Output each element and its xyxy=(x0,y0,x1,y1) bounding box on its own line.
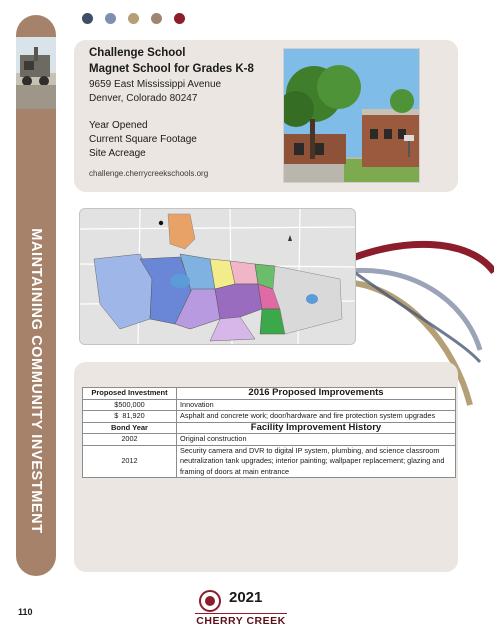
sidebar-title: MAINTAINING COMMUNITY INVESTMENT xyxy=(28,228,44,534)
school-name-line2: Magnet School for Grades K-8 xyxy=(89,63,254,75)
school-building-photo xyxy=(283,48,420,183)
stat-label: Year Opened xyxy=(89,120,148,131)
footer-divider xyxy=(195,613,287,614)
proposed-investment-header: Proposed Investment xyxy=(83,388,177,400)
improvements-table xyxy=(82,387,456,478)
footer-year: 2021 xyxy=(229,589,263,606)
investment-amount: $ 81,920 xyxy=(83,411,177,423)
district-map xyxy=(79,208,356,345)
table-row xyxy=(83,445,456,478)
table-header-row xyxy=(83,388,456,400)
investment-amount: $500,000 xyxy=(83,399,177,411)
proposed-improvements-header: 2016 Proposed Improvements xyxy=(177,388,456,400)
bond-year-header: Bond Year xyxy=(83,422,177,434)
table-header-row xyxy=(83,422,456,434)
school-name-line1: Challenge School xyxy=(89,47,186,59)
bond-year: 2002 xyxy=(83,434,177,446)
school-name xyxy=(89,45,254,77)
bond-year: 2012 xyxy=(83,445,177,478)
address-line1: 9659 East Mississippi Avenue xyxy=(89,79,222,90)
table-row xyxy=(83,411,456,423)
table-row xyxy=(83,434,456,446)
stat-label: Site Acreage xyxy=(89,148,146,159)
school-website-link[interactable]: challenge.cherrycreekschools.org xyxy=(89,169,209,178)
stat-label: Current Square Footage xyxy=(89,134,197,145)
facility-history-header: Facility Improvement History xyxy=(177,422,456,434)
history-description: Original construction xyxy=(177,434,456,446)
footer-org-name: CHERRY CREEK xyxy=(196,615,286,627)
history-description: Security camera and DVR to digital IP system, plumbing, and science classroom neutralization tank upgrades; interior painting; wallpaper replacement; glazing and framing of doors at main entrance xyxy=(177,445,456,478)
improvement-description: Asphalt and concrete work; door/hardware and fire protection system upgrades xyxy=(177,411,456,423)
cherry-creek-logo xyxy=(195,587,287,627)
page-number: 110 xyxy=(18,607,33,617)
school-info-card xyxy=(74,40,458,192)
school-address xyxy=(89,78,221,106)
sidebar-banner xyxy=(16,15,56,576)
district-seal-icon xyxy=(199,590,221,612)
address-line2: Denver, Colorado 80247 xyxy=(89,93,198,104)
table-row xyxy=(83,399,456,411)
construction-photo xyxy=(16,37,56,109)
improvement-description: Innovation xyxy=(177,399,456,411)
